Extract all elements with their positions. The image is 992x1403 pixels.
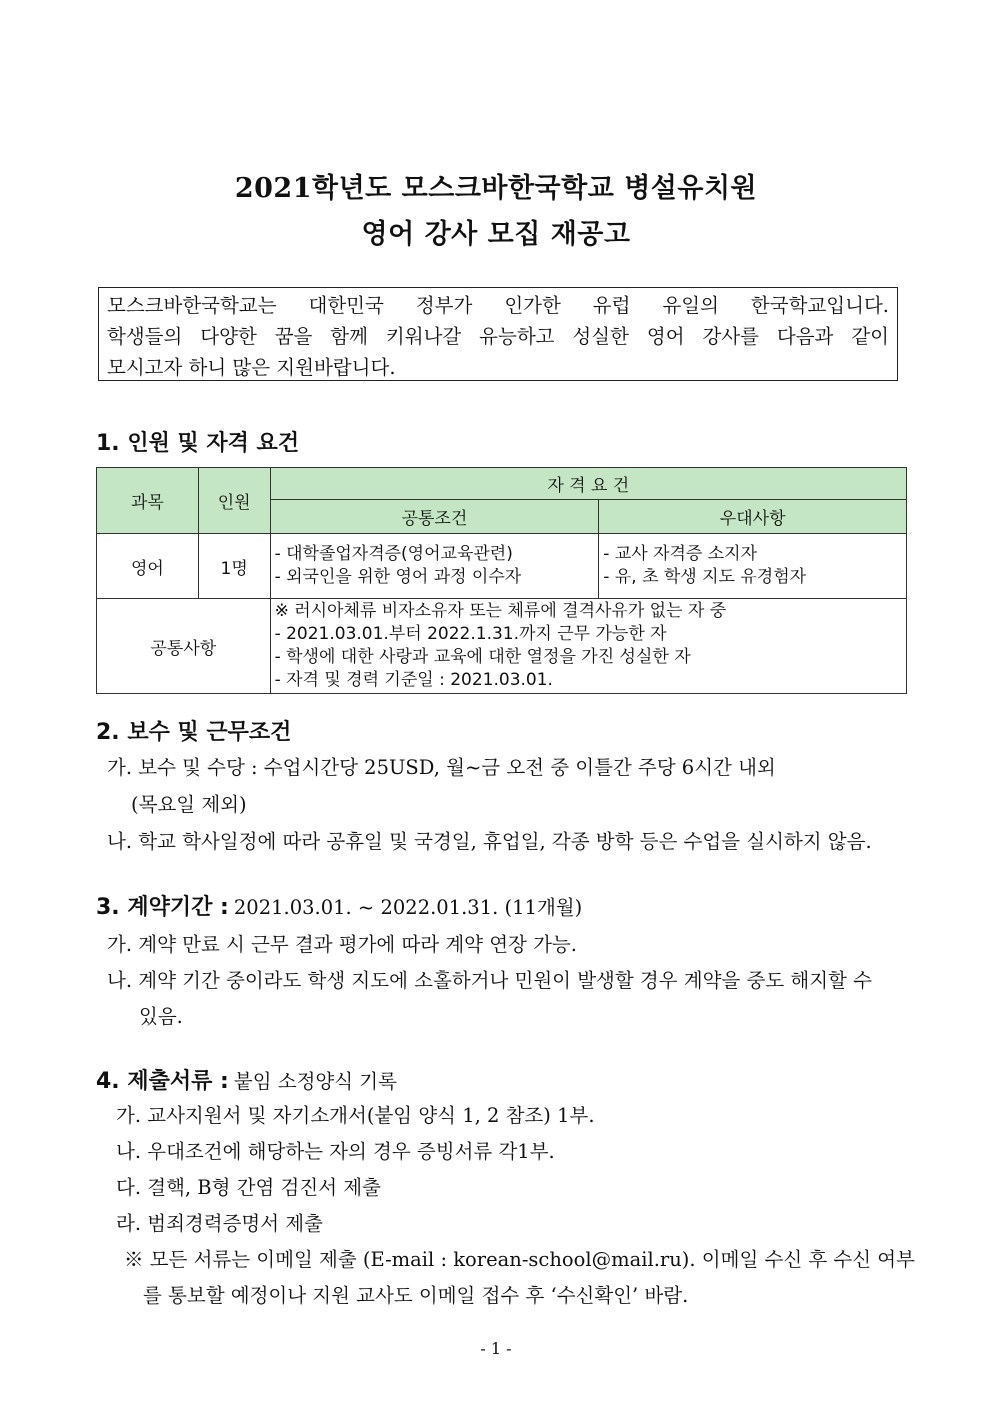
preference-2: - 유, 초 학생 지도 유경험자 <box>603 567 807 587</box>
intro-box <box>98 287 898 381</box>
common-condition-1: - 대학졸업자격증(영어교육관련) <box>274 544 513 564</box>
requirements-table <box>96 467 907 694</box>
section1-heading: 1. 인원 및 자격 요건 <box>96 431 300 456</box>
section4-item-da: 다. 결핵, B형 간염 검진서 제출 <box>116 1176 381 1199</box>
cell-preferences <box>599 534 907 599</box>
section4-item-ra: 라. 범죄경력증명서 제출 <box>116 1212 323 1235</box>
section2-item-ga-cont: (목요일 제외) <box>131 793 247 816</box>
section4-item-na: 나. 우대조건에 해당하는 자의 경우 증빙서류 각1부. <box>116 1140 555 1163</box>
section2-item-ga: 가. 보수 및 수당 : 수업시간당 25USD, 월~금 오전 중 이틀간 주당 6시간 내외 <box>107 756 776 779</box>
section2-item-na: 나. 학교 학사일정에 따라 공휴일 및 국경일, 휴업일, 각종 방학 등은 수업을 실시하지 않음. <box>107 830 872 853</box>
section4-heading-row <box>96 1064 397 1095</box>
preference-1: - 교사 자격증 소지자 <box>603 544 758 564</box>
shared-requirement-3: - 학생에 대한 사랑과 교육에 대한 열정을 가진 성실한 자 <box>274 647 691 667</box>
section4-email-note-cont: 를 통보할 예정이나 지원 교사도 이메일 접수 후 ‘수신확인’ 바람. <box>143 1284 689 1307</box>
section3-item-na: 나. 계약 기간 중이라도 학생 지도에 소홀하거나 민원이 발생할 경우 계약을 중도 해지할 수 <box>107 969 872 992</box>
intro-line-2: 학생들의 다양한 꿈을 함께 키워나갈 유능하고 성실한 영어 강사를 다음과 같이 <box>107 325 889 348</box>
cell-subject: 영어 <box>97 534 199 599</box>
section3-heading: 3. 계약기간 : <box>96 895 229 920</box>
header-preferences: 우대사항 <box>599 500 907 534</box>
section4-heading-value: 붙임 소정양식 기록 <box>233 1070 397 1093</box>
shared-requirement-1: ※ 러시아체류 비자소유자 또는 체류에 결격사유가 없는 자 중 <box>274 601 727 621</box>
intro-line-3: 모시고자 하니 많은 지원바랍니다. <box>107 356 396 379</box>
intro-line-1: 모스크바한국학교는 대한민국 정부가 인가한 유럽 유일의 한국학교입니다. <box>107 294 889 317</box>
header-subject: 과목 <box>97 468 199 534</box>
section4-email-note: ※ 모든 서류는 이메일 제출 (E-mail : korean-school@mail.ru). 이메일 수신 후 수신 여부 <box>124 1248 915 1271</box>
cell-shared-label: 공통사항 <box>97 599 271 694</box>
header-common-conditions: 공통조건 <box>270 500 599 534</box>
document-title-line1: 2021학년도 모스크바한국학교 병설유치원 <box>234 173 758 204</box>
shared-requirement-2: - 2021.03.01.부터 2022.1.31.까지 근무 가능한 자 <box>274 624 667 644</box>
section3-item-ga: 가. 계약 만료 시 근무 결과 평가에 따라 계약 연장 가능. <box>107 933 577 956</box>
section2-heading: 2. 보수 및 근무조건 <box>96 720 292 745</box>
section4-item-ga: 가. 교사지원서 및 자기소개서(붙임 양식 1, 2 참조) 1부. <box>116 1104 595 1127</box>
cell-common-conditions <box>270 534 599 599</box>
cell-count: 1명 <box>198 534 270 599</box>
cell-shared-requirements <box>270 599 906 694</box>
header-count: 인원 <box>198 468 270 534</box>
page-number: - 1 - <box>480 1339 512 1358</box>
shared-requirement-4: - 자격 및 경력 기준일 : 2021.03.01. <box>274 670 553 690</box>
section3-contract-period: 2021.03.01. ~ 2022.01.31. (11개월) <box>233 896 583 919</box>
section3-heading-row <box>96 890 582 921</box>
header-qualification: 자 격 요 건 <box>270 468 906 500</box>
common-condition-2: - 외국인을 위한 영어 과정 이수자 <box>274 567 522 587</box>
section3-item-na-cont: 있음. <box>139 1005 183 1028</box>
document-title-line2: 영어 강사 모집 재공고 <box>361 219 631 250</box>
section4-heading: 4. 제출서류 : <box>96 1069 229 1094</box>
